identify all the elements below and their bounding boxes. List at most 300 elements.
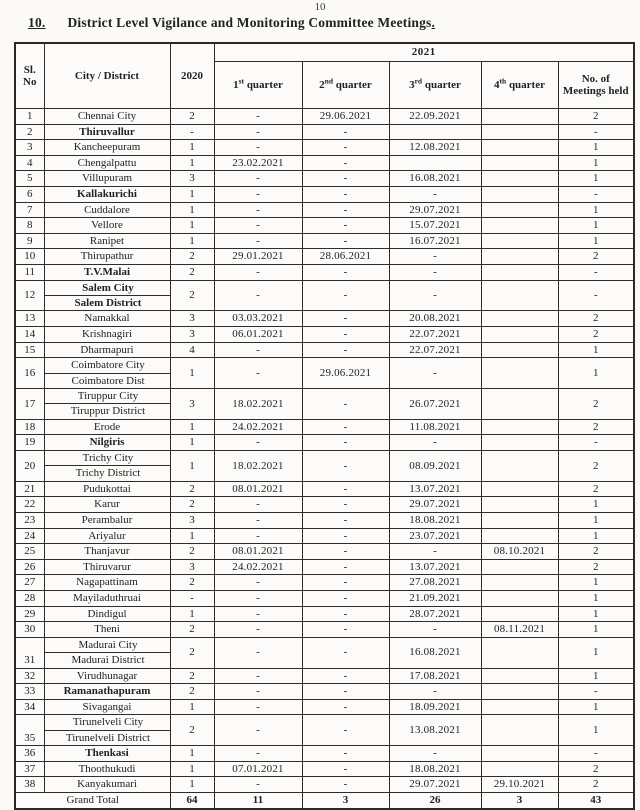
cell-sl-no: 28 [15, 590, 44, 606]
cell-quarter-4 [481, 761, 558, 777]
cell-city-district: Virudhunagar [44, 668, 170, 684]
cell-quarter-2: - [302, 777, 389, 793]
cell-2020: 1 [170, 186, 214, 202]
table-row [15, 497, 634, 513]
cell-quarter-3: 11.08.2021 [389, 419, 481, 435]
cell-sl-no: 6 [15, 186, 44, 202]
city-line: Trichy City [45, 451, 170, 466]
cell-quarter-1: - [214, 202, 302, 218]
cell-meetings-held: 1 [558, 512, 634, 528]
cell-2020: 2 [170, 575, 214, 591]
cell-meetings-held: 1 [558, 342, 634, 358]
cell-meetings-held: 1 [558, 358, 634, 389]
cell-quarter-4 [481, 109, 558, 125]
table-row [15, 124, 634, 140]
table-row [15, 481, 634, 497]
cell-2020: 2 [170, 109, 214, 125]
city-line: Coimbatore City [45, 358, 170, 373]
header-quarter-2: 2nd quarter [302, 62, 389, 109]
cell-quarter-3: 29.07.2021 [389, 497, 481, 513]
cell-sl-no: 19 [15, 435, 44, 451]
cell-quarter-3: - [389, 280, 481, 311]
cell-2020: 1 [170, 218, 214, 234]
cell-quarter-3: 18.08.2021 [389, 761, 481, 777]
cell-2020: - [170, 124, 214, 140]
header-city-district: City / District [44, 43, 170, 109]
cell-meetings-held: - [558, 186, 634, 202]
header-quarter-4: 4th quarter [481, 62, 558, 109]
cell-2020: 1 [170, 419, 214, 435]
cell-sl-no: 11 [15, 264, 44, 280]
cell-quarter-2: - [302, 559, 389, 575]
cell-quarter-3: 15.07.2021 [389, 218, 481, 234]
table-row [15, 280, 634, 311]
heading-tail: . [431, 15, 436, 30]
cell-city-district: Karur [44, 497, 170, 513]
cell-city-district: Ranipet [44, 233, 170, 249]
section-heading [28, 15, 630, 31]
cell-quarter-4: 08.10.2021 [481, 544, 558, 560]
table-row [15, 637, 634, 668]
cell-meetings-held: 1 [558, 575, 634, 591]
cell-quarter-1: - [214, 715, 302, 746]
cell-city-district: Mayiladuthruai [44, 590, 170, 606]
cell-2020: 3 [170, 311, 214, 327]
cell-sl-no: 22 [15, 497, 44, 513]
cell-2020: 1 [170, 777, 214, 793]
cell-quarter-3: 29.07.2021 [389, 777, 481, 793]
cell-meetings-held: 1 [558, 606, 634, 622]
cell-2020: 3 [170, 559, 214, 575]
cell-quarter-4 [481, 186, 558, 202]
cell-meetings-held: 2 [558, 326, 634, 342]
header-quarter-3: 3rd quarter [389, 62, 481, 109]
cell-quarter-3: 13.07.2021 [389, 481, 481, 497]
cell-quarter-1: - [214, 512, 302, 528]
table-row [15, 249, 634, 265]
cell-city-district: Thenkasi [44, 746, 170, 762]
cell-sl-no: 10 [15, 249, 44, 265]
cell-quarter-3: - [389, 746, 481, 762]
table-row [15, 668, 634, 684]
table-row [15, 326, 634, 342]
table-row [15, 715, 634, 746]
cell-meetings-held: - [558, 684, 634, 700]
cell-quarter-1: - [214, 124, 302, 140]
header-2020: 2020 [170, 43, 214, 109]
cell-sl-no: 38 [15, 777, 44, 793]
cell-meetings-held: 1 [558, 218, 634, 234]
cell-meetings-held: 1 [558, 668, 634, 684]
cell-quarter-4 [481, 311, 558, 327]
cell-2020: 2 [170, 497, 214, 513]
cell-city-district [44, 637, 170, 668]
table-row [15, 684, 634, 700]
cell-sl-no: 2 [15, 124, 44, 140]
cell-quarter-3: 13.08.2021 [389, 715, 481, 746]
cell-quarter-2: - [302, 637, 389, 668]
cell-2020: 1 [170, 450, 214, 481]
cell-quarter-3: - [389, 264, 481, 280]
cell-quarter-1: - [214, 109, 302, 125]
cell-quarter-1: - [214, 684, 302, 700]
cell-meetings-held: 2 [558, 388, 634, 419]
city-line: Tirunelveli District [65, 731, 151, 744]
cell-quarter-4 [481, 497, 558, 513]
cell-sl-no: 27 [15, 575, 44, 591]
cell-meetings-held: - [558, 746, 634, 762]
cell-quarter-4 [481, 124, 558, 140]
table-row [15, 218, 634, 234]
cell-quarter-1: 29.01.2021 [214, 249, 302, 265]
meetings-table [14, 42, 635, 810]
heading-text: District Level Vigilance and Monitoring Committee Meetings [67, 15, 432, 30]
table-row [15, 528, 634, 544]
cell-city-district: Kancheepuram [44, 140, 170, 156]
cell-meetings-held: 2 [558, 109, 634, 125]
cell-quarter-2: - [302, 746, 389, 762]
cell-quarter-2: - [302, 622, 389, 638]
cell-meetings-held: 1 [558, 715, 634, 746]
cell-2020: 1 [170, 761, 214, 777]
cell-city-district: Erode [44, 419, 170, 435]
cell-quarter-3: 22.07.2021 [389, 342, 481, 358]
city-line: Salem City [45, 281, 170, 296]
cell-quarter-3: 08.09.2021 [389, 450, 481, 481]
cell-sl-no: 8 [15, 218, 44, 234]
table-row [15, 140, 634, 156]
total-q1: 11 [214, 792, 302, 809]
cell-quarter-3: 18.08.2021 [389, 512, 481, 528]
cell-2020: 1 [170, 155, 214, 171]
table-row [15, 311, 634, 327]
cell-quarter-4: 29.10.2021 [481, 777, 558, 793]
cell-city-district: Pudukottai [44, 481, 170, 497]
cell-quarter-2: - [302, 202, 389, 218]
cell-quarter-4 [481, 249, 558, 265]
cell-meetings-held: 1 [558, 590, 634, 606]
table-row [15, 202, 634, 218]
cell-meetings-held: 1 [558, 140, 634, 156]
total-q3: 26 [389, 792, 481, 809]
total-meetings-held: 43 [558, 792, 634, 809]
cell-meetings-held: 2 [558, 450, 634, 481]
cell-quarter-2: - [302, 699, 389, 715]
cell-quarter-3: 16.08.2021 [389, 171, 481, 187]
city-line: Coimbatore Dist [71, 374, 145, 387]
cell-quarter-4 [481, 218, 558, 234]
table-row [15, 155, 634, 171]
table-row [15, 388, 634, 419]
cell-quarter-1: - [214, 699, 302, 715]
grand-total-label: Grand Total [15, 792, 170, 809]
cell-quarter-2: - [302, 590, 389, 606]
cell-quarter-1: - [214, 233, 302, 249]
cell-quarter-4 [481, 171, 558, 187]
table-row [15, 435, 634, 451]
table-row [15, 559, 634, 575]
cell-quarter-2: - [302, 155, 389, 171]
cell-city-district: Kallakurichi [44, 186, 170, 202]
cell-city-district: Thiruvallur [44, 124, 170, 140]
cell-quarter-1: - [214, 358, 302, 389]
cell-sl-no: 15 [15, 342, 44, 358]
cell-quarter-3: 26.07.2021 [389, 388, 481, 419]
cell-city-district: Ramanathapuram [44, 684, 170, 700]
cell-2020: 1 [170, 358, 214, 389]
cell-city-district: T.V.Malai [44, 264, 170, 280]
city-line: Madurai City [45, 638, 170, 653]
cell-quarter-3: - [389, 358, 481, 389]
cell-quarter-2: - [302, 450, 389, 481]
cell-quarter-1: - [214, 342, 302, 358]
cell-quarter-1: - [214, 528, 302, 544]
table-header [15, 43, 634, 109]
cell-city-district [44, 358, 170, 389]
city-line: Salem District [74, 296, 142, 309]
cell-quarter-3: 27.08.2021 [389, 575, 481, 591]
cell-quarter-1: 23.02.2021 [214, 155, 302, 171]
cell-quarter-3: 28.07.2021 [389, 606, 481, 622]
table-row [15, 358, 634, 389]
cell-quarter-2: - [302, 140, 389, 156]
cell-quarter-2: - [302, 497, 389, 513]
cell-city-district: Dindigul [44, 606, 170, 622]
cell-quarter-3: 17.08.2021 [389, 668, 481, 684]
table-row [15, 109, 634, 125]
cell-2020: 2 [170, 249, 214, 265]
cell-quarter-4 [481, 140, 558, 156]
city-line: Tiruppur District [70, 405, 146, 418]
cell-2020: 1 [170, 699, 214, 715]
cell-quarter-1: 24.02.2021 [214, 419, 302, 435]
cell-sl-no: 23 [15, 512, 44, 528]
cell-quarter-4 [481, 435, 558, 451]
cell-2020: 4 [170, 342, 214, 358]
cell-quarter-3 [389, 124, 481, 140]
table-row [15, 233, 634, 249]
cell-city-district [44, 388, 170, 419]
cell-quarter-2: - [302, 311, 389, 327]
table-row [15, 575, 634, 591]
cell-sl-no: 9 [15, 233, 44, 249]
cell-2020: 2 [170, 544, 214, 560]
cell-2020: 2 [170, 264, 214, 280]
total-q4: 3 [481, 792, 558, 809]
cell-sl-no: 29 [15, 606, 44, 622]
cell-sl-no: 37 [15, 761, 44, 777]
cell-2020: 2 [170, 622, 214, 638]
cell-sl-no: 26 [15, 559, 44, 575]
cell-quarter-2: - [302, 419, 389, 435]
cell-quarter-1: - [214, 435, 302, 451]
cell-quarter-3: 16.07.2021 [389, 233, 481, 249]
cell-quarter-3: 20.08.2021 [389, 311, 481, 327]
cell-sl-no: 20 [15, 450, 44, 481]
cell-city-district: Villupuram [44, 171, 170, 187]
table-row [15, 512, 634, 528]
cell-quarter-4 [481, 684, 558, 700]
cell-quarter-2: - [302, 264, 389, 280]
cell-quarter-4 [481, 481, 558, 497]
cell-quarter-4 [481, 358, 558, 389]
table-row [15, 606, 634, 622]
cell-quarter-1: - [214, 264, 302, 280]
cell-city-district: Thiruvarur [44, 559, 170, 575]
cell-quarter-4 [481, 419, 558, 435]
cell-2020: 1 [170, 746, 214, 762]
cell-quarter-1: 18.02.2021 [214, 388, 302, 419]
cell-quarter-1: - [214, 497, 302, 513]
cell-quarter-2: - [302, 684, 389, 700]
cell-quarter-3: - [389, 544, 481, 560]
cell-city-district: Thanjavur [44, 544, 170, 560]
cell-quarter-3 [389, 155, 481, 171]
cell-meetings-held: 1 [558, 637, 634, 668]
cell-2020: 3 [170, 512, 214, 528]
cell-city-district: Nagapattinam [44, 575, 170, 591]
city-line: Tiruppur City [45, 389, 170, 404]
cell-meetings-held: 1 [558, 155, 634, 171]
cell-quarter-2: 29.06.2021 [302, 358, 389, 389]
table-row [15, 622, 634, 638]
cell-quarter-2: - [302, 512, 389, 528]
cell-quarter-1: 08.01.2021 [214, 544, 302, 560]
cell-meetings-held: 1 [558, 497, 634, 513]
cell-quarter-4 [481, 450, 558, 481]
cell-city-district: Perambalur [44, 512, 170, 528]
cell-quarter-2: - [302, 528, 389, 544]
cell-quarter-3: 29.07.2021 [389, 202, 481, 218]
cell-city-district [44, 715, 170, 746]
cell-quarter-2: - [302, 326, 389, 342]
cell-quarter-3: 22.07.2021 [389, 326, 481, 342]
cell-quarter-4 [481, 512, 558, 528]
cell-2020: 2 [170, 280, 214, 311]
cell-sl-no: 7 [15, 202, 44, 218]
cell-quarter-1: - [214, 590, 302, 606]
cell-sl-no: 25 [15, 544, 44, 560]
cell-quarter-1: - [214, 622, 302, 638]
cell-sl-no: 14 [15, 326, 44, 342]
cell-2020: 3 [170, 326, 214, 342]
cell-meetings-held: 1 [558, 528, 634, 544]
cell-city-district: Namakkal [44, 311, 170, 327]
cell-quarter-1: - [214, 746, 302, 762]
cell-quarter-1: - [214, 637, 302, 668]
city-line: Trichy District [75, 467, 141, 480]
cell-quarter-4 [481, 264, 558, 280]
cell-2020: 2 [170, 637, 214, 668]
cell-sl-no: 33 [15, 684, 44, 700]
cell-quarter-4 [481, 388, 558, 419]
cell-quarter-4 [481, 528, 558, 544]
cell-city-district: Kanyakumari [44, 777, 170, 793]
table-row [15, 186, 634, 202]
cell-sl-no: 32 [15, 668, 44, 684]
cell-meetings-held: - [558, 435, 634, 451]
cell-quarter-2: 29.06.2021 [302, 109, 389, 125]
cell-city-district: Ariyalur [44, 528, 170, 544]
cell-quarter-2: - [302, 544, 389, 560]
cell-quarter-2: - [302, 124, 389, 140]
cell-meetings-held: - [558, 124, 634, 140]
cell-quarter-3: - [389, 622, 481, 638]
cell-quarter-1: 24.02.2021 [214, 559, 302, 575]
cell-quarter-2: - [302, 668, 389, 684]
cell-quarter-1: 03.03.2021 [214, 311, 302, 327]
cell-sl-no: 31 [15, 637, 44, 668]
cell-quarter-1: 18.02.2021 [214, 450, 302, 481]
cell-sl-no: 4 [15, 155, 44, 171]
cell-2020: 1 [170, 233, 214, 249]
cell-quarter-4 [481, 637, 558, 668]
cell-city-district: Sivagangai [44, 699, 170, 715]
table-row [15, 777, 634, 793]
cell-quarter-3: - [389, 249, 481, 265]
cell-2020: 1 [170, 606, 214, 622]
cell-meetings-held: 2 [558, 544, 634, 560]
cell-quarter-4 [481, 326, 558, 342]
cell-2020: - [170, 590, 214, 606]
cell-quarter-1: 06.01.2021 [214, 326, 302, 342]
cell-quarter-1: - [214, 171, 302, 187]
table-row [15, 746, 634, 762]
cell-quarter-4 [481, 559, 558, 575]
cell-sl-no: 18 [15, 419, 44, 435]
cell-city-district: Dharmapuri [44, 342, 170, 358]
cell-quarter-4: 08.11.2021 [481, 622, 558, 638]
cell-quarter-4 [481, 746, 558, 762]
cell-meetings-held: 1 [558, 171, 634, 187]
cell-2020: 1 [170, 140, 214, 156]
cell-quarter-1: - [214, 186, 302, 202]
cell-2020: 3 [170, 388, 214, 419]
table-row [15, 590, 634, 606]
cell-meetings-held: - [558, 280, 634, 311]
cell-city-district: Chengalpattu [44, 155, 170, 171]
cell-meetings-held: 2 [558, 249, 634, 265]
header-meetings-held: No. of Meetings held [558, 62, 634, 109]
cell-quarter-1: 08.01.2021 [214, 481, 302, 497]
cell-meetings-held: - [558, 264, 634, 280]
cell-quarter-2: - [302, 761, 389, 777]
cell-2020: 1 [170, 202, 214, 218]
cell-meetings-held: 1 [558, 699, 634, 715]
cell-quarter-4 [481, 715, 558, 746]
cell-city-district: Nilgiris [44, 435, 170, 451]
header-2021: 2021 [214, 43, 634, 62]
cell-meetings-held: 2 [558, 311, 634, 327]
cell-quarter-3: - [389, 435, 481, 451]
cell-quarter-2: - [302, 280, 389, 311]
cell-quarter-2: - [302, 171, 389, 187]
cell-quarter-4 [481, 590, 558, 606]
cell-quarter-4 [481, 575, 558, 591]
cell-quarter-2: - [302, 186, 389, 202]
cell-quarter-2: - [302, 388, 389, 419]
cell-city-district: Cuddalore [44, 202, 170, 218]
cell-sl-no: 36 [15, 746, 44, 762]
cell-quarter-2: - [302, 575, 389, 591]
cell-2020: 2 [170, 684, 214, 700]
cell-quarter-3: 23.07.2021 [389, 528, 481, 544]
cell-quarter-3: 12.08.2021 [389, 140, 481, 156]
cell-city-district: Thirupathur [44, 249, 170, 265]
cell-sl-no: 24 [15, 528, 44, 544]
cell-meetings-held: 2 [558, 559, 634, 575]
table-row [15, 171, 634, 187]
